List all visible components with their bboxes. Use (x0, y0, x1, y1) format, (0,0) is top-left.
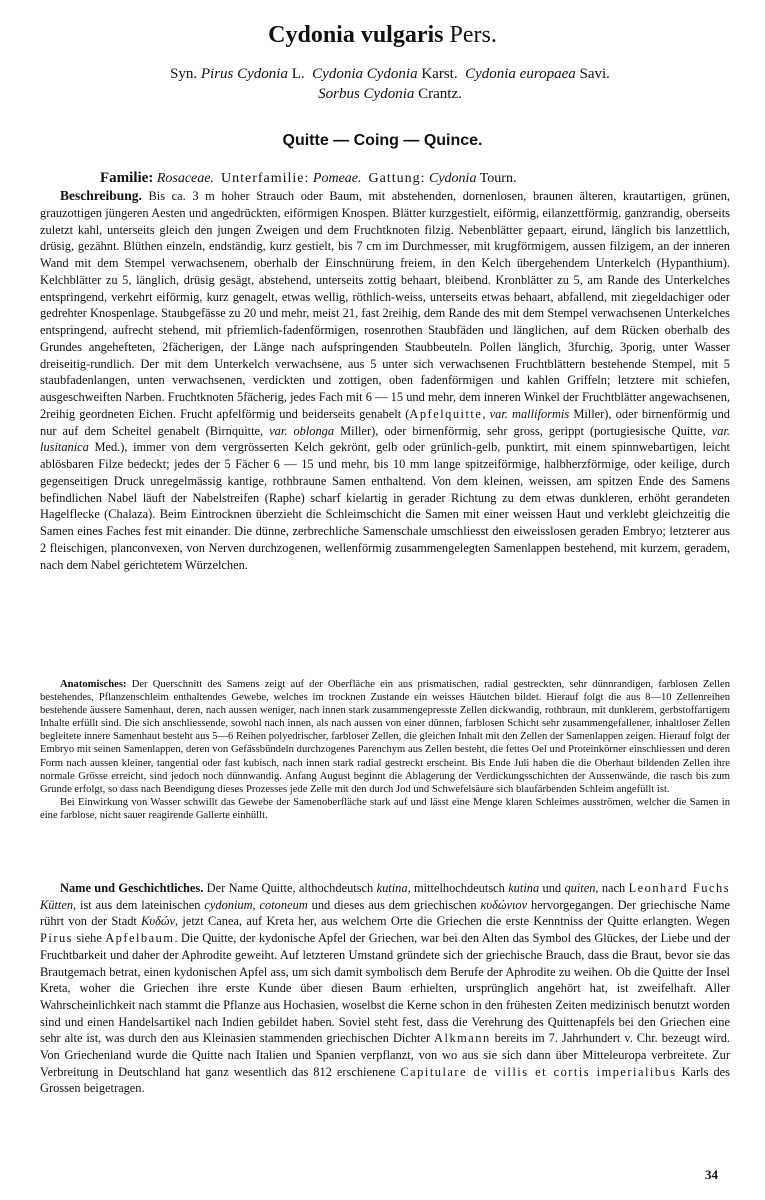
anatomy-text-2: Bei Einwirkung von Wasser schwillt das Gewebe der Samenoberfläche stark auf und lässt eine Menge klaren Schleimes ausströmen, welcher die Samen in eine farblose, nicht sauer reagirende Gallerte einhüllt. (40, 796, 730, 821)
syn-1: Pirus Cydonia (200, 66, 288, 82)
term-kutina-2: kutina (508, 881, 540, 895)
anatomy-paragraph-2 (40, 796, 730, 822)
unterfamilie-value: Pomeae. (312, 171, 362, 186)
gattung-label: Gattung: (368, 171, 426, 186)
species-author: Pers. (449, 22, 497, 48)
nh-text: bereits im 7. Jahrhundert v. Chr. bezeugt wird. Von Griechenland wurde die Quitte nach Italien und Spanien verpflanzt, von wo aus sie sich dann über Mitteleuropa verbreitete. Zur Verbreitung in Deutschland hat ganz wesentlich das 812 erschienene (40, 1031, 730, 1079)
var-oblonga: var. oblonga (269, 423, 335, 438)
description-heading: Beschreibung. (60, 188, 142, 203)
unterfamilie-label: Unterfamilie: (220, 171, 310, 186)
nh-text: siehe (72, 931, 106, 946)
term-capitulare: Capitulare de villis et cortis imperialibus (400, 1064, 677, 1079)
apfelquitte: Apfelquitte (409, 406, 483, 421)
name-history-heading: Name und Geschichtliches. (60, 881, 204, 895)
var-malliformis: var. malliformis (489, 406, 570, 421)
var2-author: Miller), oder birnenförmig, sehr gross, gerippt (portugiesische Quitte, (334, 423, 712, 438)
person-alkmann: Alkmann (434, 1031, 491, 1046)
anatomy-heading: Anatomisches: (60, 679, 127, 690)
family-line (100, 170, 516, 187)
description-text-2: Med.), immer von dem vergrösserten Kelch gekrönt, gelb oder grünlich-gelb, punktirt, mit einem spinnwebartigen, leicht ablösbaren Filze bedeckt; jedes der 5 Fächer 6 — 15 und mehr, bis 10 mm lange spitzeiförmige, halbherzförmige, oder keilige, durch gegenseitigen Druck unregelmässig kantige, rothbraune Samen enthaltend. Von dem kleinen, weissen, am spitzen Ende des Samens befindlichen Nabel läuft der Nabelstreifen (Raphe) scharf kielartig in gerader Richtung zu dem etwas dunkleren, erhöht gerandeten Hagelflecke (Chalaza). Beim Eintrocknen überzieht die Schleimschicht die Samen mit einer weissen Haut und verklebt gleichzeitig die Samen eines Faches fest mit einander. Die dünne, zerbrechliche Samenschale umschliesst den eiweisslosen geraden Embryo; letzterer aus 2 fleischigen, planconvexen, von Nerven durchzogenen, wellenförmig zusammengelegten Samenlappen bestehend, mit kurzem, geradem, nach dem Nabel gerichtetem Würzelchen. (40, 440, 730, 572)
term-greek-2: Κυδών (141, 914, 175, 929)
description-section (40, 188, 730, 573)
syn-1-author: L. (291, 66, 305, 82)
term-pirus: Pirus (40, 931, 73, 946)
term-kutten: Kütten (40, 897, 74, 912)
person-fuchs: Leonhard Fuchs (628, 881, 731, 895)
nh-text: Der Name Quitte, althochdeutsch (203, 881, 377, 895)
anatomy-text: Der Querschnitt des Samens zeigt auf der Oberfläche ein aus prismatischen, radial gestreckten, sehr dünnrandigen, farblosen Zellen bestehendes, Pflanzenschleim enthaltendes Gewebe, welches im trocknen Zustande ein weisses Häutchen bildet. Hierauf folgt die aus 8—10 Zellenreihen bestehende äussere Samenhaut, deren, nach aussen weniger, nach innen stark zusammengepresste Zellen dickwandig, rothbraun, mit dunklerem, gerbstoffartigem Inhalte erfüllt sind. Die sich anschliessende, sowohl nach innen, als nach aussen von einer dünnen, farblosen Schicht sehr zusammengefallener, inhaltloser Zellen begleitete innere Samenhaut besteht aus 5—6 Reihen polyedrischer, farbloser Zellen, die gleichen Inhalt mit den Zellen der Samenlappen zeigen. Hierauf folgt der Embryo mit seinen Samenlappen, deren von Gefässbündeln durchzogenes Parenchym aus Zellen besteht, die fettes Oel und Proteinkörner einschliessen und deren Form nach aussen kleiner, tangential oder fast kubisch, nach innen stark radial gestreckt erscheint. Bis Ende Juli haben die die Oberhaut bildenden Zellen ihre normale Grösse erreicht, sind jedoch noch dünnwandig. Anfang August beginnt die Ablagerung der Verdickungsschichten der Aussenwände, die rasch bis zum Grunde erfolgt, so dass nach Beendigung dieses Prozesses jede Zelle mit den durch Jod und Schwefelsäure sich blaufärbenden Schleim angefüllt ist. (40, 679, 730, 795)
familie-label: Familie: (100, 170, 154, 186)
nh-text: hervorgegangen. Der griechische Name rührt von der Stadt (40, 897, 730, 929)
name-history-paragraph (40, 880, 730, 1097)
nh-text: Karls des Grossen beigetragen. (40, 1064, 730, 1096)
syn-label: Syn. (170, 66, 198, 82)
anatomy-section (40, 678, 730, 822)
term-apfelbaum: Apfelbaum (105, 931, 175, 946)
syn-4-author: Crantz. (418, 86, 462, 102)
common-names: Quitte — Coing — Quince. (282, 132, 483, 149)
syn-3-author: Savi. (579, 66, 610, 82)
nh-text: , mittelhochdeutsch (407, 881, 509, 895)
sep: , (482, 406, 490, 421)
nh-text: , nach (595, 881, 629, 895)
nh-text: , jetzt Canea, auf Kreta her, aus welchem Orte die Griechen die erste Kenntniss der Quitte erlangten. Wegen (175, 914, 730, 929)
term-kutina: kutina (376, 881, 408, 895)
syn-4: Sorbus Cydonia (318, 86, 415, 102)
description-text: Bis ca. 3 m hoher Strauch oder Baum, mit abstehenden, dornenlosen, braunen älteren, krautartigen, grünen, grauzottigen jüngeren Aesten und angedrückten, eiförmigen Knospen. Blätter kurzgestielt, eiförmig, eilanzettförmig, ganzrandig, oberseits zuletzt kahl, unterseits gleich den jungen Zweigen und dem Fruchtknoten filzig. Nebenblätter gepaart, eirund, länglich bis lanzettlich, drüsig, gezähnt. Blüthen einzeln, endständig, kurz gestielt, bis 7 cm im Durchmesser, mit krugförmigem, aussen filzigem, an der inneren Wand mit dem Stempel verwachsenem, oberhalb der Einschnürung freiem, in den Kelch übergehendem Unterkelch (Hypanthium). Kelchblätter zu 5, länglich, drüsig gesägt, abstehend, unterseits zottig behaart, bleibend. Kronblätter zu 5, am Rande des Unterkelches entspringend, verkehrt eiförmig, kurz genagelt, etwas wellig, röthlich-weiss, unterseits etwas behaart, abfallend, mit ziegeldachiger oder gedrehter Knospenlage. Staubgefässe zu 20 und mehr, meist 21, fast 2reihig, dem Rande des mit dem Stempel verwachsenen Unterkelches entspringend, aufrecht stehend, mit pfriemlich-fadenförmigen, rosenrothen Staubfäden und länglichen, auf dem Rücken oberhalb des Grundes angehefteten, 2fächerigen, der Länge nach aufspringenden Staubbeuteln. Pollen länglich, 3furchig, 3porig, unter Wasser dreiseitig-rundlich. Der mit dem Unterkelch verwachsene, aus 5 unter sich verwachsenen Fruchtblättern bestehende Stempel, mit 5 staubfadenlangen, unten verwachsenen, verdickten und zottigen, oben fadenförmigen und kahlen Griffeln; letztere mit schiefen, ausgeschweiften Narben. Fruchtknoten 5fächerig, jedes Fach mit 6 — 15 und mehr, dem inneren Winkel der Fruchtblätter angewachsenen, 2reihig geordneten Eichen. Frucht apfelförmig und beiderseits genabelt ( (40, 189, 730, 421)
nh-text: und dieses aus dem griechischen (307, 897, 481, 912)
term-greek-1: κυδώνιον (480, 897, 528, 912)
synonyms (60, 64, 720, 104)
var1-author: Miller), oder birnenförmig und nur auf dem Scheitel genabelt (Birnquitte, (40, 406, 730, 438)
page-title (0, 22, 765, 49)
anatomy-paragraph (40, 678, 730, 796)
syn-2: Cydonia Cydonia (312, 66, 418, 82)
nh-text: , ist aus dem lateinischen (73, 897, 205, 912)
familie-value: Rosaceae. (156, 171, 214, 186)
syn-2-author: Karst. (421, 66, 458, 82)
syn-3: Cydonia europaea (465, 66, 576, 82)
term-quiten: quiten (564, 881, 596, 895)
name-history-section (40, 880, 730, 1097)
nh-text: und (539, 881, 565, 895)
term-cydonium: cydonium, cotoneum (204, 897, 308, 912)
gattung-author: Tourn. (479, 171, 517, 186)
species-name: Cydonia vulgaris (268, 22, 444, 48)
var-lusitanica: var. lusitanica (40, 423, 731, 455)
nh-text: . Die Quitte, der kydonische Apfel der Griechen, war bei den Alten das Symbol des Glückes, der Liebe und der Fruchtbarkeit und daher der Aphrodite geweiht. Auf letzteren Umstand gründete sich der griechische Brauch, dass die Braut, bevor sie das Brautgemach betrat, einen kydonischen Apfel ass, um sich damit symbolisch dem Berufe der Aphrodite zu weihen. Ob die Quitte der Insel Kreta, woher die Griechen ihre erste Kunde über diesen Baum erhielten, ursprünglich angehört hat, ist zweifelhaft. Aller Wahrscheinlichkeit nach stammt die Pflanze aus Hochasien, woselbst die Kerne schon in den frühesten Zeiten medizinisch benutzt worden sind und einen Handelsartikel nach Indien gebildet haben. Soviel steht fest, dass die Verehrung des Quittenapfels bei den Griechen eine sehr alte ist, was durch den aus Kleinasien stammenden griechischen Dichter (40, 931, 730, 1046)
description-paragraph (40, 188, 730, 573)
gattung-value: Cydonia (429, 171, 477, 186)
page-number: 34 (705, 1167, 718, 1182)
